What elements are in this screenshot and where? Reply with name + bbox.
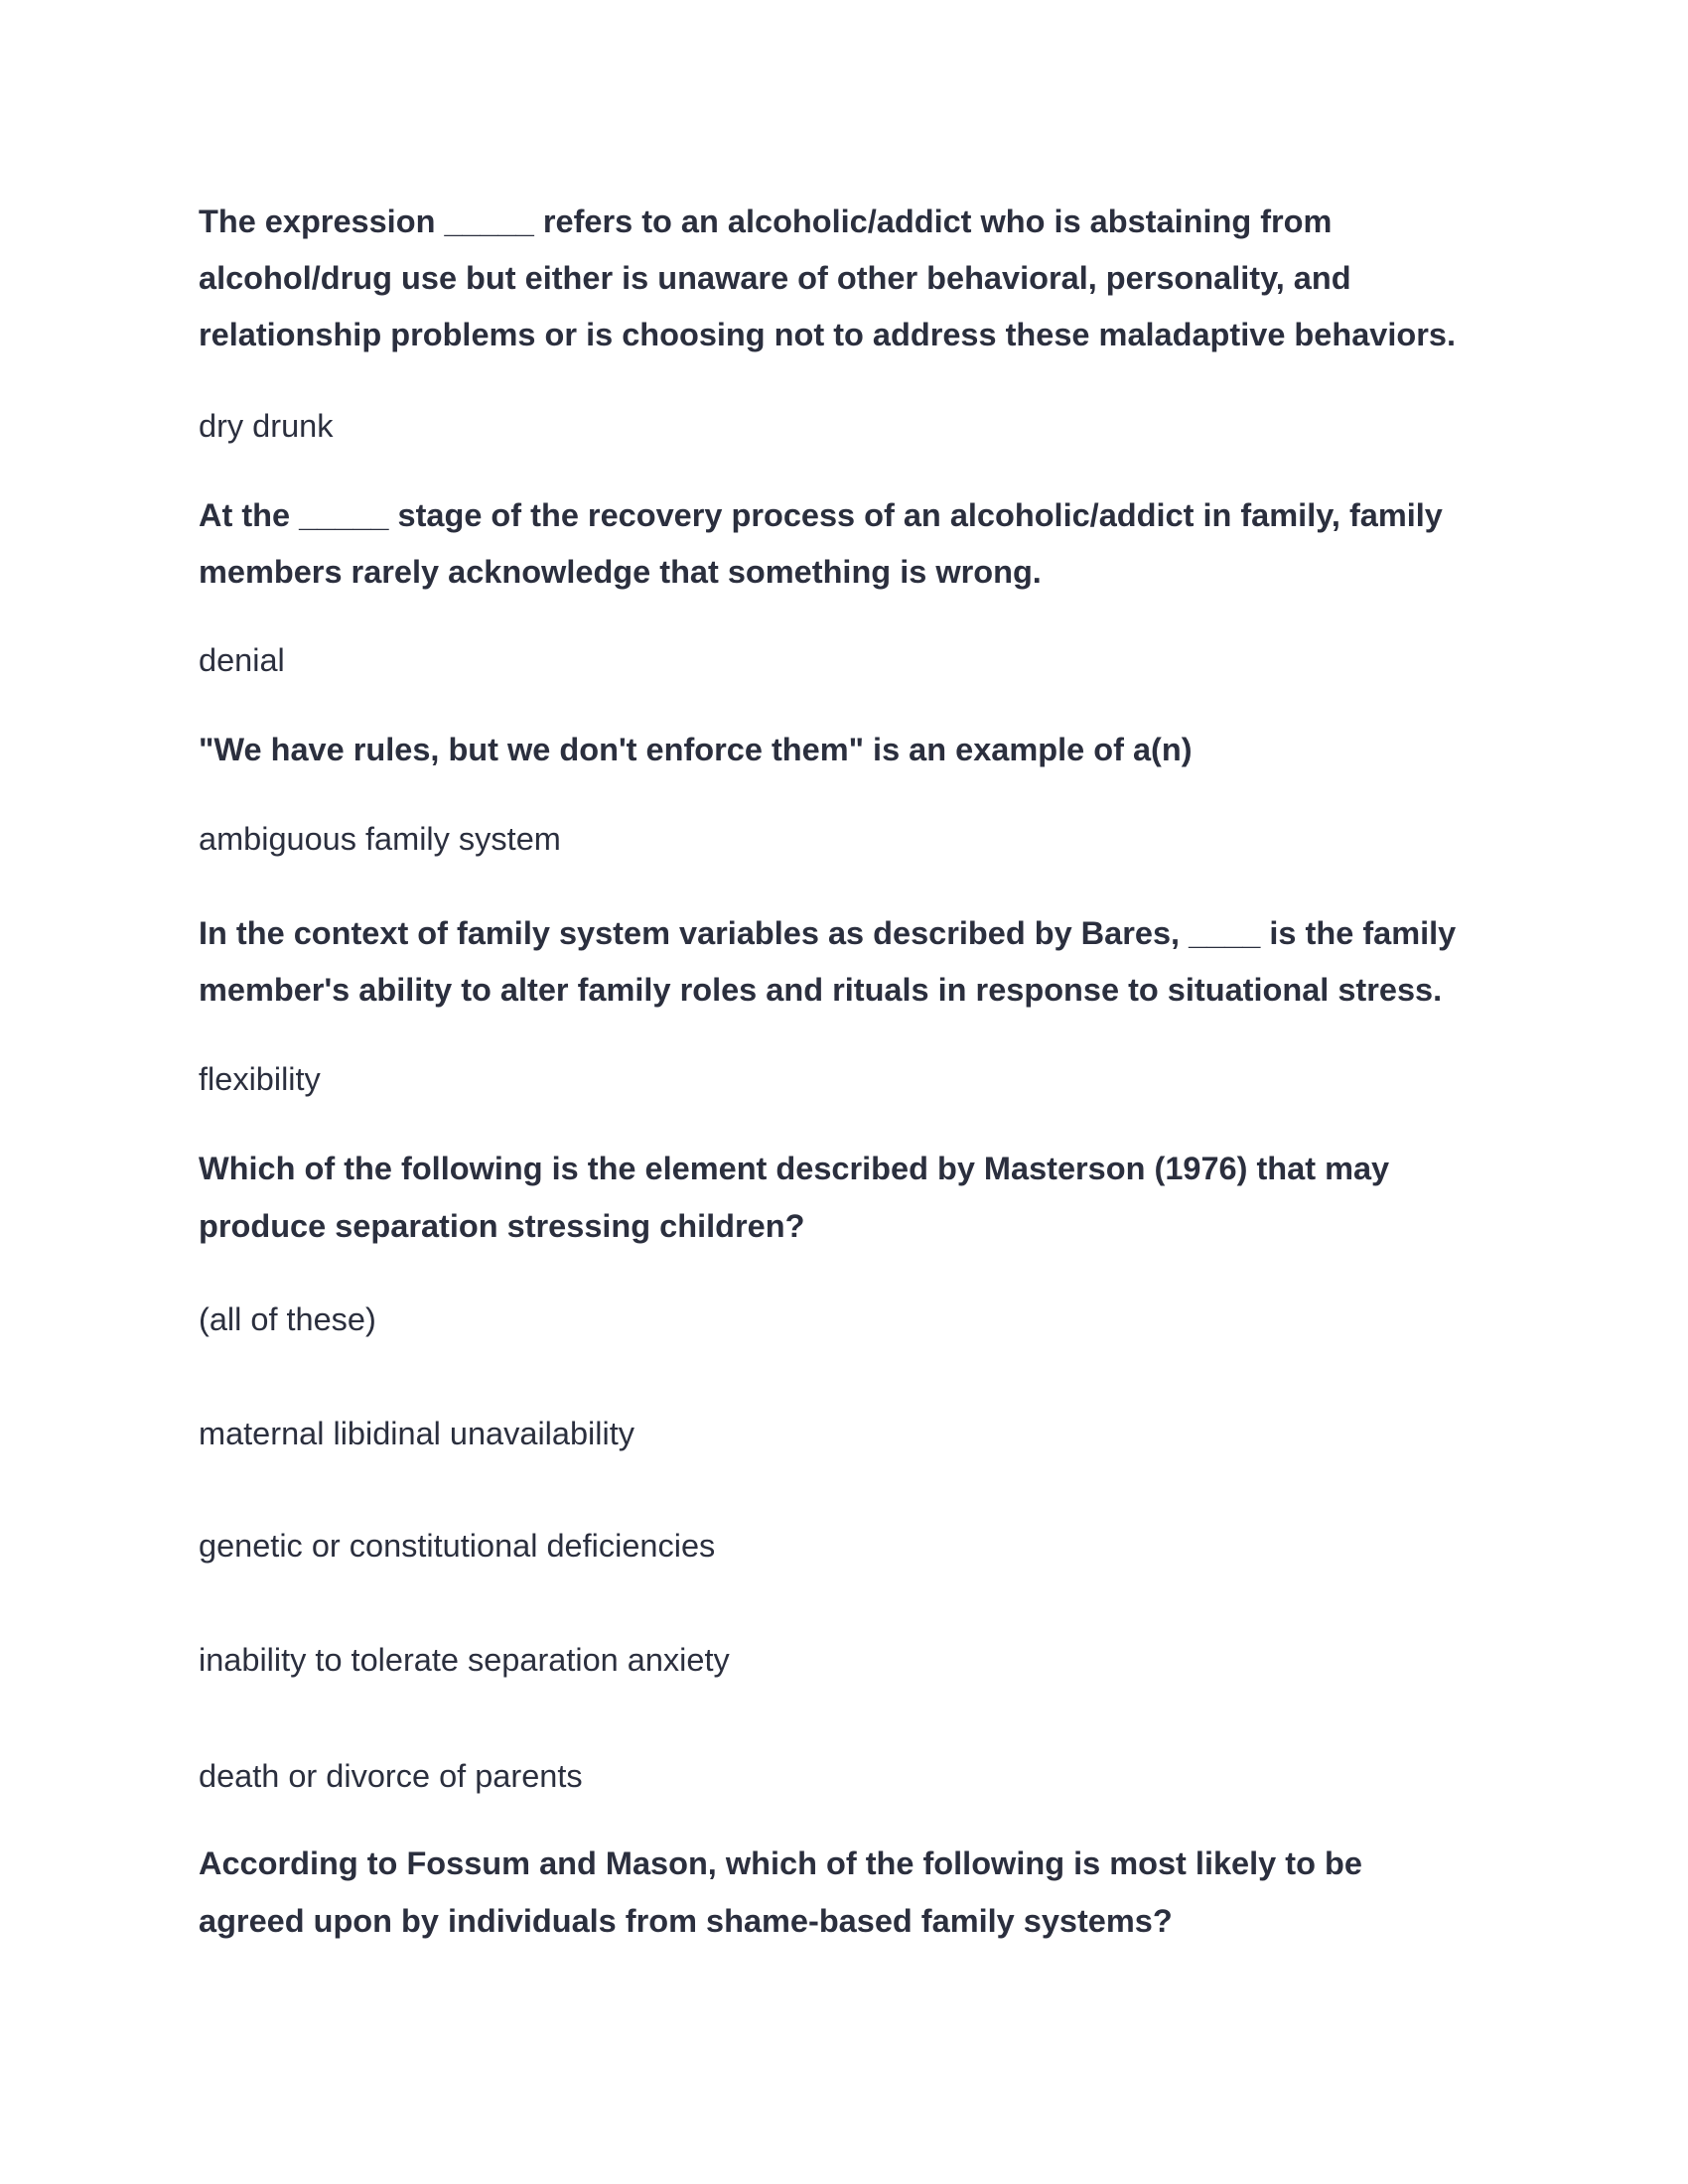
question-3-line-1: "We have rules, but we don't enforce them" is an example of a(n) — [199, 732, 1193, 767]
answer-5-option-3: genetic or constitutional deficiencies — [199, 1528, 716, 1564]
question-4-line-2: member's ability to alter family roles and rituals in response to situational stress. — [199, 972, 1443, 1008]
question-5-line-2: produce separation stressing children? — [199, 1208, 805, 1244]
question-1-line-1: The expression _____ refers to an alcoholic/addict who is abstaining from — [199, 204, 1333, 239]
answer-4: flexibility — [199, 1061, 321, 1097]
answer-5-option-2: maternal libidinal unavailability — [199, 1416, 634, 1451]
answer-2: denial — [199, 642, 285, 678]
question-2-line-1: At the _____ stage of the recovery process of an alcoholic/addict in family, family — [199, 497, 1443, 533]
answer-3: ambiguous family system — [199, 821, 561, 857]
answer-5-option-4: inability to tolerate separation anxiety — [199, 1642, 730, 1678]
question-6-line-2: agreed upon by individuals from shame-based family systems? — [199, 1903, 1173, 1939]
question-5-line-1: Which of the following is the element described by Masterson (1976) that may — [199, 1151, 1390, 1186]
question-1-line-3: relationship problems or is choosing not to address these maladaptive behaviors. — [199, 317, 1456, 352]
answer-1: dry drunk — [199, 408, 334, 444]
answer-5-option-1: (all of these) — [199, 1301, 376, 1337]
question-4-line-1: In the context of family system variables as described by Bares, ____ is the family — [199, 915, 1457, 951]
question-6-line-1: According to Fossum and Mason, which of the following is most likely to be — [199, 1845, 1362, 1881]
question-1-line-2: alcohol/drug use but either is unaware of other behavioral, personality, and — [199, 260, 1351, 296]
answer-5-option-5: death or divorce of parents — [199, 1758, 583, 1794]
question-2-line-2: members rarely acknowledge that something is wrong. — [199, 554, 1042, 590]
